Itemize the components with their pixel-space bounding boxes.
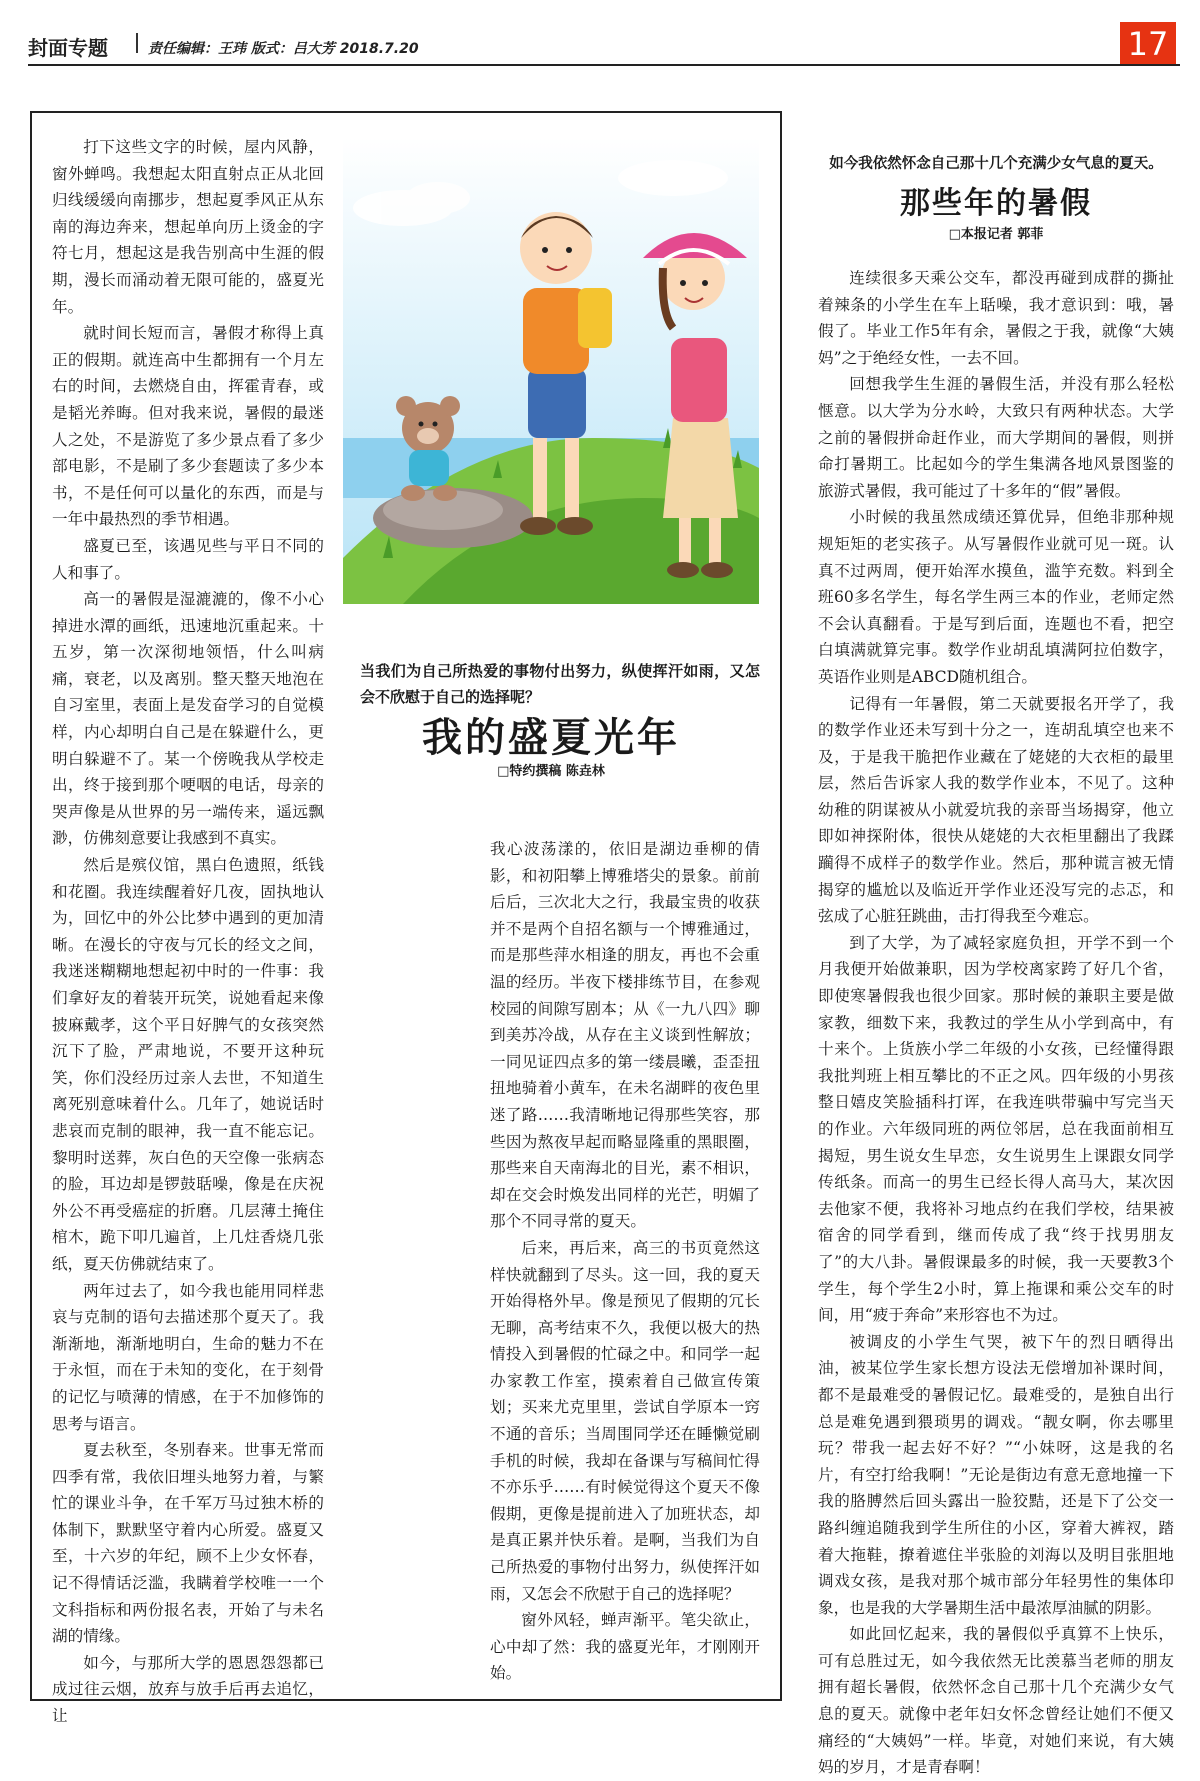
- page-header: [28, 22, 1178, 64]
- article1-byline: □特约撰稿 陈垚林: [497, 764, 605, 779]
- article2-title: 那些年的暑假: [900, 186, 1092, 221]
- article1-title: 我的盛夏光年: [422, 714, 680, 761]
- header-separator: [136, 33, 138, 53]
- article1-paragraph: 打下这些文字的时候，屋内风静，窗外蝉鸣。我想起太阳直射点正从北回归线缓缓向南挪步，想起夏季风正从东南的海边奔来，想起单向历上烫金的字符七月，想起这是我告别高中生涯的假期，漫长而涌动着无限可能的，盛夏光年。: [52, 138, 324, 316]
- article2-paragraph: 到了大学，为了减轻家庭负担，开学不到一个月我便开始做兼职，因为学校离家跨了好几个省，即使寒暑假我也很少回家。那时候的兼职主要是做家教，细数下来，我教过的学生从小学到高中，有十来个。上货族小学二年级的小女孩，已经懂得跟我批判班上相互攀比的不正之风。四年级的小男孩整日嬉皮笑脸插科打诨，在我连哄带骗中写完当天的作业。六年级同班的两位邻居，总在我面前相互揭短，男生说女生早恋，女生说男生上课跟女同学传纸条。而高一的男生已经长得人高马大，某次因去他家不便，我将补习地点约在我们学校，结果被宿舍的同学看到，继而传成了我“终于找男朋友了”的大八卦。暑假课最多的时候，我一天要教3个学生，每个学生2小时，算上拖课和乘公交车的时间，用“疲于奔命”来形容也不为过。: [818, 933, 1174, 1325]
- article1-paragraph: 两年过去了，如今我也能用同样悲哀与克制的语句去描述那个夏天了。我渐渐地，渐渐地明白，生命的魅力不在于永恒，而在于未知的变化，在于刻骨的记忆与喷薄的情感，在于不加修饰的思考与语言。: [52, 1281, 324, 1433]
- article2-paragraph: 如此回忆起来，我的暑假似乎真算不上快乐，可有总胜过无，如今我依然无比羡慕当老师的朋友拥有超长暑假，依然怀念自己那十几个充满少女气息的夏天。就像中老年妇女怀念曾经让她们不便又痛经的“大姨妈”一样。毕竟，对她们来说，有大姨妈的岁月，才是青春啊！: [818, 1625, 1174, 1777]
- article2-byline: □本报记者 郭菲: [948, 227, 1044, 242]
- article1-paragraph: 窗外风轻，蝉声渐平。笔尖欲止，心中却了然：我的盛夏光年，才刚刚开始。: [490, 1611, 760, 1683]
- editor-info: 责任编辑：王玮 版式：吕大芳 2018.7.20: [148, 41, 419, 57]
- article1-paragraph: 后来，再后来，高三的书页竟然这样快就翻到了尽头。这一回，我的夏天开始得格外早。像是预见了假期的冗长无聊，高考结束不久，我便以极大的热情投入到暑假的忙碌之中。和同学一起办家教工作室，摸索着自己做宣传策划；买来尤克里里，尝试自学原本一窍不通的音乐；当周围同学还在睡懒觉刷手机的时候，我却在备课与写稿间忙得不亦乐乎……有时候觉得这个夏天不像假期，更像是提前进入了加班状态，却是真正累并快乐着。是啊，当我们为自己所热爱的事物付出努力，纵使挥汗如雨，又怎会不欣慰于自己的选择呢？: [490, 1238, 760, 1603]
- article2-body: [818, 265, 1174, 1777]
- article1-lede: 当我们为自己所热爱的事物付出努力，纵使挥汗如雨，又怎会不欣慰于自己的选择呢？: [360, 662, 760, 706]
- article1-paragraph: 然后是殡仪馆，黑白色遗照，纸钱和花圈。我连续醒着好几夜，固执地认为，回忆中的外公比梦中遇到的更加清晰。在漫长的守夜与冗长的经文之间，我迷迷糊糊地想起初中时的一件事：我们拿好友的着装开玩笑，说她看起来像披麻戴孝，这个平日好脾气的女孩突然沉下了脸，严肃地说，不要开这种玩笑，你们没经历过亲人去世，不知道生离死别意味着什么。几年了，她说话时悲哀而克制的眼神，我一直不能忘记。黎明时送葬，灰白色的天空像一张病态的脸，耳边却是锣鼓聒噪，像是在庆祝外公不再受癌症的折磨。几层薄土掩住棺木，跪下叩几遍首，上几炷香烧几张纸，夏天仿佛就结束了。: [52, 856, 324, 1273]
- article1-column-2: [490, 836, 760, 1683]
- article1-column-1: [52, 134, 324, 1726]
- article2-paragraph: 被调皮的小学生气哭，被下午的烈日晒得出油，被某位学生家长想方设法无偿增加补课时间，都不是最难受的暑假记忆。最难受的，是独自出行总是难免遇到猥琐男的调戏。“靓女啊，你去哪里玩？带我一起去好不好？”“小妹呀，这是我的名片，有空打给我啊！”无论是街边有意无意地撞一下我的胳膊然后回头露出一脸狡黠，还是下了公交一路纠缠追随我到学生所住的小区，穿着大裤衩，踏着大拖鞋，撩着遮住半张脸的刘海以及明目张胆地调戏女孩，是我对那个城市部分年轻男性的集体印象，也是我的大学暑期生活中最浓厚油腻的阴影。: [818, 1332, 1174, 1617]
- article2-paragraph: 记得有一年暑假，第二天就要报名开学了，我的数学作业还未写到十分之一，连胡乱填空也来不及，于是我干脆把作业藏在了姥姥的大衣柜的最里层，然后告诉家人我的数学作业本，不见了。这种幼稚的阴谋被从小就爱坑我的亲哥当场揭穿，他立即如神探附体，很快从姥姥的大衣柜里翻出了我蹂躏得不成样子的数学作业。然后，那种谎言被无情揭穿的尴尬以及临近开学作业还没写完的忐忑，和弦成了心脏狂跳曲，击打得我至今难忘。: [818, 694, 1174, 926]
- hiking-children-illustration: [343, 138, 759, 604]
- article2-paragraph: 连续很多天乘公交车，都没再碰到成群的撕扯着辣条的小学生在车上聒噪，我才意识到：哦，暑假了。毕业工作5年有余，暑假之于我，就像“大姨妈”之于绝经女性，一去不回。: [818, 269, 1174, 367]
- article2-paragraph: 回想我学生生涯的暑假生活，并没有那么轻松惬意。以大学为分水岭，大致只有两种状态。大学之前的暑假拼命赶作业，而大学期间的暑假，则拼命打暑期工。比起如今的学生集满各地风景图鉴的旅游式暑假，我可能过了十多年的“假”暑假。: [818, 375, 1174, 500]
- article1-paragraph: 我心波荡漾的，依旧是湖边垂柳的倩影，和初阳攀上博雅塔尖的景象。前前后后，三次北大之行，我最宝贵的收获并不是两个自招名额与一个博雅通过，而是那些萍水相逢的朋友，再也不会重温的经历。半夜下楼排练节目，在参观校园的间隙写剧本；从《一九八四》聊到美苏冷战，从存在主义谈到性解放；一同见证四点多的第一缕晨曦，歪歪扭扭地骑着小黄车，在未名湖畔的夜色里迷了路……我清晰地记得那些笑容，那些因为熬夜早起而略显隆重的黑眼圈，那些来自天南海北的目光，素不相识，却在交会时焕发出同样的光芒，明媚了那个不同寻常的夏天。: [490, 840, 760, 1231]
- article2-paragraph: 小时候的我虽然成绩还算优异，但绝非那种规规矩矩的老实孩子。从写暑假作业就可见一斑。认真不过两周，便开始浑水摸鱼，滥竽充数。料到全班60多名学生，每名学生两三本的作业，老师定然不会认真翻看。于是写到后面，连题也不看，把空白填满就算完事。数学作业胡乱填满阿拉伯数字，英语作业则是ABCD随机组合。: [818, 508, 1174, 686]
- header-rule: [28, 64, 1180, 66]
- page-number: 17: [1120, 22, 1176, 66]
- article1-paragraph: 高一的暑假是湿漉漉的，像不小心掉进水潭的画纸，迅速地沉重起来。十五岁，第一次深彻地领悟，什么叫病痛，衰老，以及离别。整天整天地泡在自习室里，表面上是发奋学习的自觉模样，内心却明白自己是在躲避什么，更明白躲避不了。某一个傍晚我从学校走出，终于接到那个哽咽的电话，母亲的哭声像是从世界的另一端传来，遥远飘渺，仿佛刻意要让我感到不真实。: [52, 590, 324, 848]
- section-title: 封面专题: [28, 36, 108, 60]
- article2-lede: 如今我依然怀念自己那十几个充满少女气息的夏天。: [829, 155, 1163, 172]
- article1-paragraph: 夏去秋至，冬别春来。世事无常而四季有常，我依旧埋头地努力着，与繁忙的课业斗争，在千军万马过独木桥的体制下，默默坚守着内心所爱。盛夏又至，十六岁的年纪，顾不上少女怀春，记不得情话泛滥，我瞒着学校唯一一个文科指标和两份报名表，开始了与未名湖的情缘。: [52, 1441, 324, 1646]
- article1-paragraph: 就时间长短而言，暑假才称得上真正的假期。就连高中生都拥有一个月左右的时间，去燃烧自由，挥霍青春，或是韬光养晦。但对我来说，暑假的最迷人之处，不是游览了多少景点看了多少部电影，不是刷了多少套题读了多少本书，不是任何可以量化的东西，而是与一年中最热烈的季节相遇。: [52, 324, 324, 529]
- article1-paragraph: 如今，与那所大学的恩恩怨怨都已成过往云烟，放弃与放手后再去追忆，让: [52, 1653, 324, 1726]
- article1-paragraph: 盛夏已至，该遇见些与平日不同的人和事了。: [52, 536, 324, 582]
